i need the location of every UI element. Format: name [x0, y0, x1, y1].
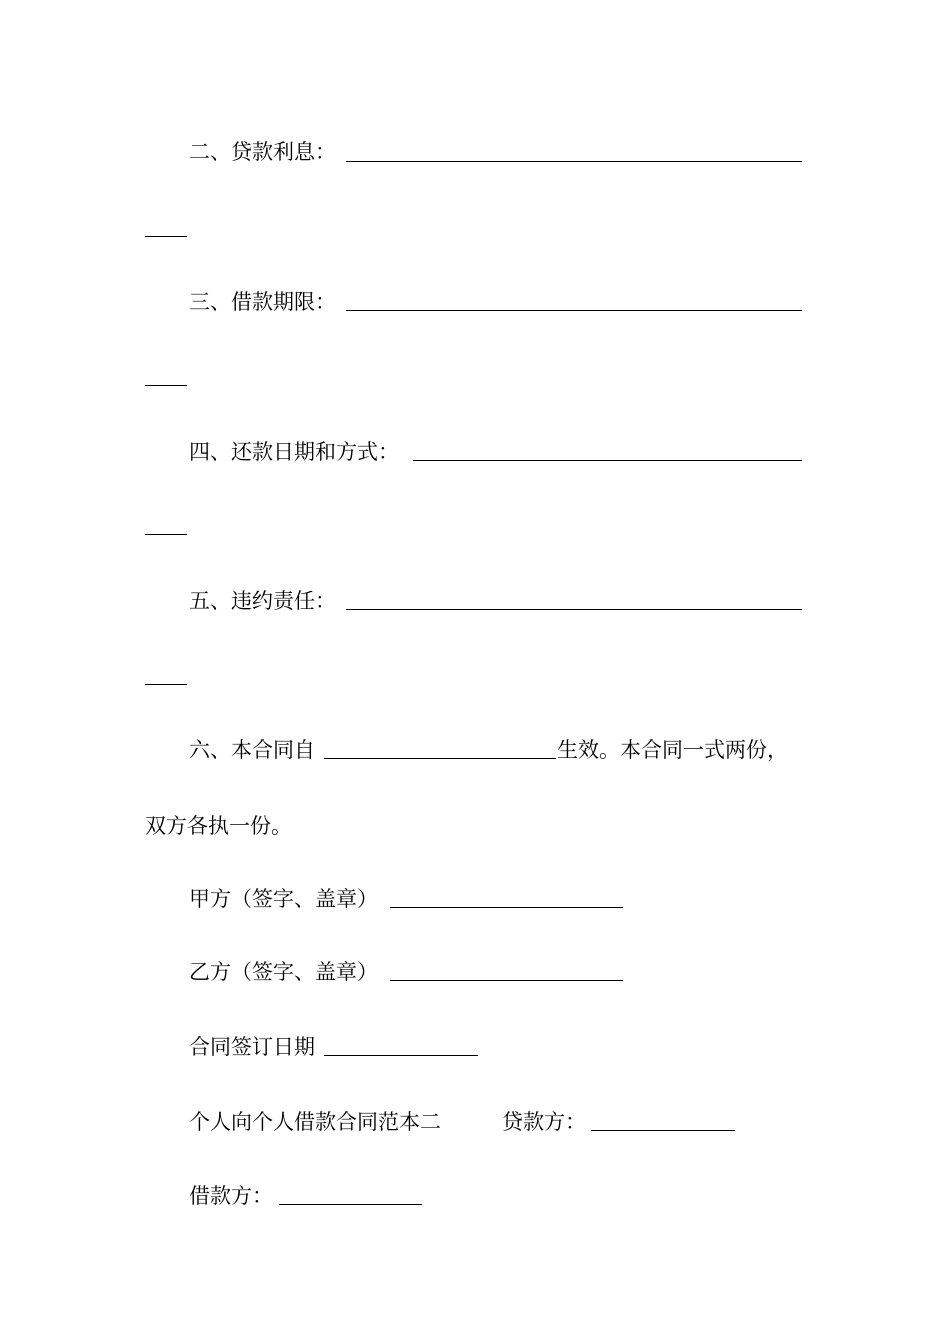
item-interest-blank-continuation	[145, 236, 187, 237]
item-liability-label: 五、违约责任：	[189, 589, 336, 613]
item-term-label: 三、借款期限：	[189, 290, 336, 314]
item-repayment-blank-continuation	[145, 534, 187, 535]
party-b-label: 乙方（签字、盖章）	[189, 960, 378, 984]
template2-title: 个人向个人借款合同范本二	[189, 1110, 441, 1134]
item-interest-blank[interactable]	[346, 161, 802, 162]
sign-date-label: 合同签订日期	[189, 1035, 315, 1059]
item-repayment-label: 四、还款日期和方式：	[189, 440, 399, 464]
item-term-blank-continuation	[145, 385, 187, 386]
item-interest-label: 二、贷款利息：	[189, 140, 336, 164]
item-repayment-blank[interactable]	[413, 460, 802, 461]
borrower-blank[interactable]	[279, 1204, 422, 1205]
effect-continuation: 双方各执一份。	[145, 814, 292, 838]
lender-label: 贷款方：	[502, 1110, 586, 1134]
sign-date-blank[interactable]	[324, 1055, 478, 1056]
party-a-label: 甲方（签字、盖章）	[189, 887, 378, 911]
effect-prefix: 六、本合同自	[189, 738, 315, 762]
borrower-label: 借款方：	[189, 1184, 273, 1208]
item-term-blank[interactable]	[346, 310, 802, 311]
lender-blank[interactable]	[591, 1130, 735, 1131]
item-liability-blank[interactable]	[346, 609, 802, 610]
effect-suffix: 生效。本合同一式两份，	[557, 738, 788, 762]
item-liability-blank-continuation	[145, 684, 187, 685]
party-b-signature-blank[interactable]	[390, 980, 623, 981]
party-a-signature-blank[interactable]	[390, 907, 623, 908]
effect-date-blank[interactable]	[324, 758, 556, 759]
